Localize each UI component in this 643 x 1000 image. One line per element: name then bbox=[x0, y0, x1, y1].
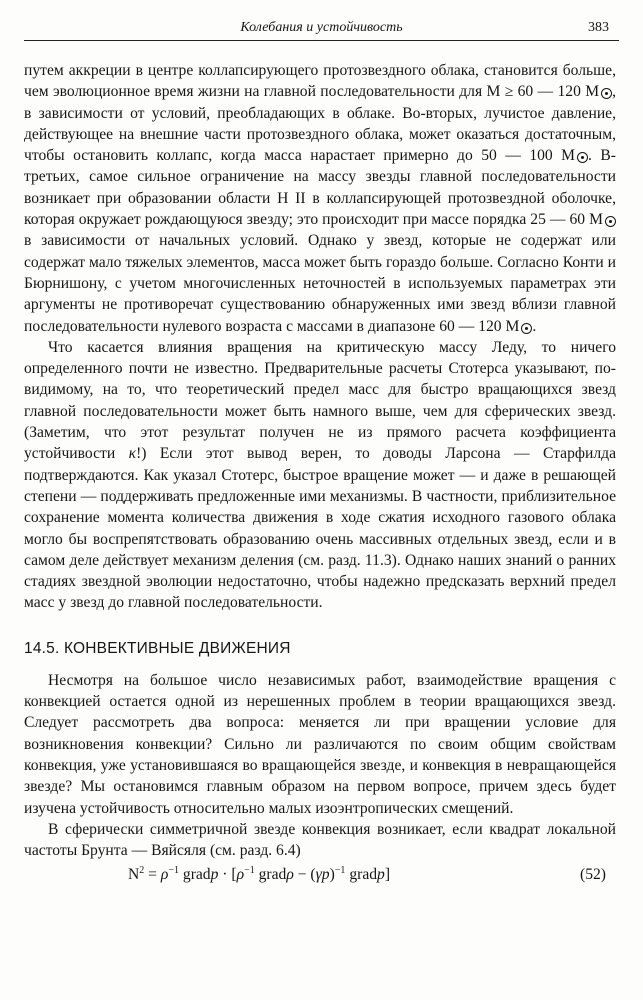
paragraph-4: В сферически симметричной звезде конвекция возникает, если квадрат локальной частоты Брунта — Вяйсяля (см. разд. 6.4) bbox=[24, 820, 616, 860]
sun-symbol-icon bbox=[601, 88, 612, 99]
eq-exp: −1 bbox=[168, 865, 179, 877]
eq-rho: ρ bbox=[236, 866, 245, 884]
eq-exp: 2 bbox=[139, 865, 145, 877]
sun-symbol-icon bbox=[577, 152, 588, 163]
eq-sign: = bbox=[144, 866, 161, 884]
eq-grad: grad bbox=[254, 866, 287, 884]
eq-dot: · [ bbox=[218, 866, 237, 884]
paragraph-1-part-a: путем аккреции в центре коллапсирующего протозвездного облака, становится больше, чем эволюционное время жизни на главной последовательности для M ≥ 60 — 120 M bbox=[24, 62, 616, 101]
paragraph-1-part-e: . bbox=[532, 317, 537, 335]
page-header bbox=[24, 14, 619, 41]
eq-rho: ρ bbox=[286, 866, 294, 884]
equation-body bbox=[128, 863, 390, 887]
page-number: 383 bbox=[588, 20, 609, 35]
sun-symbol-icon bbox=[605, 216, 616, 227]
sun-symbol-icon bbox=[521, 323, 532, 334]
eq-exp: −1 bbox=[334, 865, 346, 877]
paragraph-1-part-b: , в зависимости от условий, преобладающих в облаке. Во-вторых, лучистое давление, действующее на внешние части протозвездного облака, может оказаться достаточным, чтобы остановить коллапс, когда масса нарастает примерно до 50 — 100 M bbox=[24, 83, 616, 165]
paragraph-1-part-c: . В-третьих, самое сильное ограничение на массу звезды главной последовательности возникает при образовании области H II в коллапсирующей протозвездной оболочке, которая окружает рождающуюся звезду; это происходит при массе порядка 25 — 60 M bbox=[24, 147, 617, 229]
paragraph-3: Несмотря на большое число независимых работ, взаимодействие вращения с конвекцией остается одной из нерешенных проблем в теории вращающихся звезд. Следует рассмотреть два вопроса: меняется ли при вращении условие для возникновения конвекции? Сильно ли различаются по своим общим свойствам конвекция, уже установившаяся во вращающейся звезде, и конвекция в невращающейся звезде? Мы остановимся главным образом на первом вопросе, причем здесь будет изучена устойчивость относительно малых изоэнтропических смещений. bbox=[24, 671, 616, 817]
eq-close: ) bbox=[329, 866, 335, 884]
paragraph-1-part-d: в зависимости от начальных условий. Однако у звезд, которые не содержат или содержат мало тяжелых элементов, масса может быть гораздо больше. Согласно Конти и Бюрнишону, с учетом многочисленных неточностей в используемых параметрах эти аргументы не противоречат существованию обнаруженных ими звезд вблизи главной последовательности нулевого возраста с массами в диапазоне 60 — 120 M bbox=[24, 232, 616, 335]
eq-grad: grad bbox=[345, 866, 378, 884]
eq-exp: −1 bbox=[244, 865, 255, 877]
eq-lhs: N bbox=[128, 866, 140, 884]
paragraph-2 bbox=[24, 337, 616, 614]
section-heading: 14.5. КОНВЕКТИВНЫЕ ДВИЖЕНИЯ bbox=[24, 639, 291, 657]
eq-grad: grad bbox=[179, 866, 211, 884]
equation-52 bbox=[24, 863, 616, 887]
equation-number: (52) bbox=[580, 866, 606, 884]
paragraph-2-part-b: !) Если этот вывод верен, то доводы Ларсона — Старфилда подтверждаются. Как указал Стотерс, быстрое вращение может — и даже в решающей степени — поддерживать предложенные ими механизмы. В частности, приблизительное сохранение момента количества движения в ходе сжатия исходного газового облака могло бы воспрепятствовать образованию очень массивных отдельных звезд, если и в самом деле действует механизм деления (см. разд. 11.3). Однако наших знаний о ранних стадиях звездной эволюции недостаточно, чтобы надежно предсказать верхний предел масс у звезд до главной последовательности. bbox=[24, 445, 616, 612]
body-text bbox=[24, 60, 616, 887]
eq-p: p bbox=[377, 866, 385, 884]
eq-rho: ρ bbox=[160, 866, 169, 884]
running-title: Колебания и устойчивость bbox=[240, 20, 403, 35]
paragraph-1 bbox=[24, 60, 616, 337]
kappa-symbol: κ bbox=[128, 445, 137, 463]
paragraph-2-part-a: Что касается влияния вращения на критическую массу Леду, то ничего определенного почти не известно. Предварительные расчеты Стотерса указывают, по-видимому, на то, что теоретический предел масс для быстро вращающихся звезд главной последовательности может быть намного выше, чем для сферических звезд. (Заметим, что этот результат получен не из прямого расчета коэффициента устойчивости bbox=[24, 338, 616, 463]
eq-minus: − ( bbox=[293, 866, 316, 884]
eq-p: p bbox=[210, 866, 219, 884]
eq-bracket: ] bbox=[384, 866, 391, 884]
eq-gamma-p: γp bbox=[315, 866, 330, 884]
